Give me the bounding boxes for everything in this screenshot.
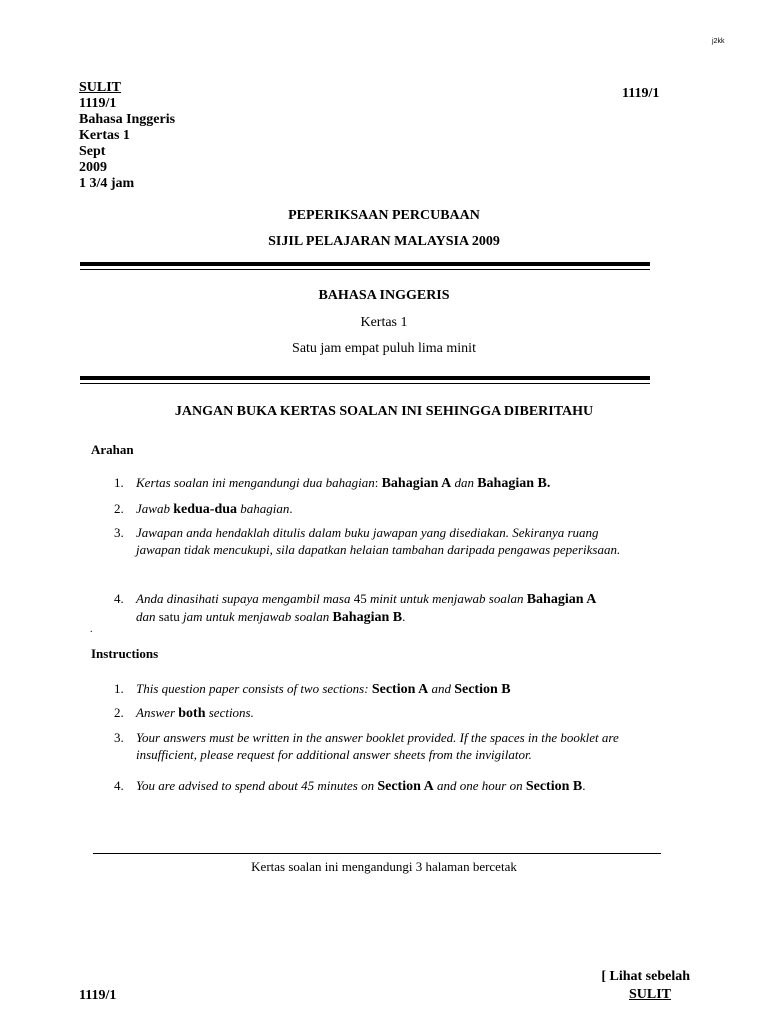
- instructions-heading: Instructions: [91, 646, 159, 661]
- footer-left-code: 1119/1: [79, 988, 117, 1003]
- warning-text: JANGAN BUKA KERTAS SOALAN INI SEHINGGA DIBERITAHU: [174, 404, 594, 419]
- item-number: 2.: [114, 705, 124, 720]
- header-line: Kertas 1: [79, 128, 130, 143]
- item-number: 1.: [114, 475, 124, 490]
- exam-title-1: PEPERIKSAAN PERCUBAAN: [288, 208, 480, 223]
- footer-note: Kertas soalan ini mengandungi 3 halaman bercetak: [251, 859, 517, 874]
- exam-title-2: SIJIL PELAJARAN MALAYSIA 2009: [268, 234, 500, 249]
- footer-rule: [93, 853, 661, 854]
- divider-rule: [80, 376, 650, 380]
- divider-rule: [80, 269, 650, 270]
- header-left: [79, 80, 175, 192]
- divider-rule: [80, 262, 650, 266]
- stray-dot: .: [90, 624, 93, 635]
- item-number: 3.: [114, 730, 124, 745]
- paper-number: Kertas 1: [360, 315, 408, 330]
- corner-code: j2kk: [712, 38, 725, 45]
- header-line: 1119/1: [79, 96, 117, 111]
- arahan-heading: Arahan: [91, 442, 134, 457]
- divider-rule: [80, 383, 650, 384]
- footer-right-1: [ Lihat sebelah: [601, 969, 690, 984]
- duration: Satu jam empat puluh lima minit: [292, 341, 476, 356]
- item-number: 4.: [114, 778, 124, 793]
- sulit-label: SULIT: [79, 80, 122, 95]
- subject-title: BAHASA INGGERIS: [318, 288, 450, 303]
- item-number: 4.: [114, 591, 124, 606]
- item-number: 2.: [114, 501, 124, 516]
- header-line: 1 3/4 jam: [79, 176, 135, 191]
- header-line: Bahasa Inggeris: [79, 112, 176, 127]
- item-number: 3.: [114, 525, 124, 540]
- header-line: Sept: [79, 144, 106, 159]
- footer-right-sulit: SULIT: [628, 987, 671, 1002]
- item-number: 1.: [114, 681, 124, 696]
- header-right-code: 1119/1: [622, 86, 660, 101]
- header-line: 2009: [79, 160, 107, 175]
